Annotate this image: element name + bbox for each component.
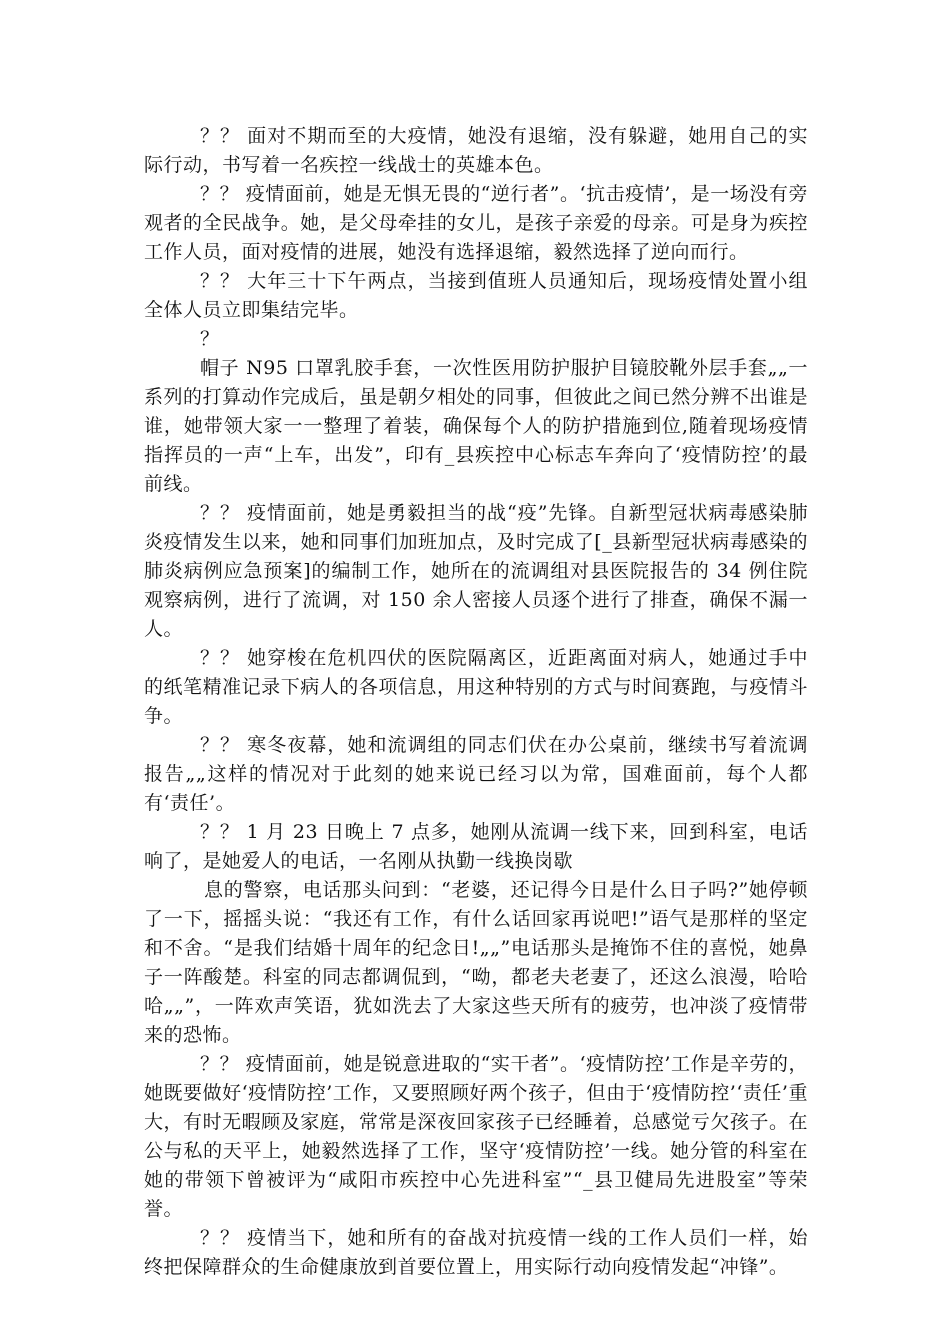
paragraph: ？？ 寒冬夜幕，她和流调组的同志们伏在办公桌前，继续书写着流调报告„„这样的情况对于此刻的她来说已经习以为常，国难面前，每个人都有‘责任’。 [144, 734, 808, 814]
paragraph: ？？ 疫情面前，她是勇毅担当的战“疫”先锋。自新型冠状病毒感染肺炎疫情发生以来，她和同事们加班加点，及时完成了[_县新型冠状病毒感染的肺炎病例应急预案]的编制工作，她所在的流调组对县医院报告的 34 例住院观察病例，进行了流调，对 150 余人密接人员逐个进行了排查，确保不漏一人。 [144, 502, 808, 640]
paragraph: 帽子 N95 口罩乳胶手套，一次性医用防护服护目镜胶靴外层手套„„一系列的打算动作完成后，虽是朝夕相处的同事，但彼此之间已然分辨不出谁是谁，她带领大家一一整理了着装，确保每个人的防护措施到位,随着现场疫情指挥员的一声“上车，出发”，印有_县疾控中心标志车奔向了‘疫情防控’的最前线。 [144, 357, 808, 495]
paragraph: ？？ 疫情面前，她是锐意进取的“实干者”。‘疫情防控’工作是辛劳的，她既要做好‘疫情防控’工作，又要照顾好两个孩子，但由于‘疫情防控’‘责任’重大，有时无暇顾及家庭，常常是深夜回家孩子已经睡着，总感觉亏欠孩子。在公与私的天平上，她毅然选择了工作，坚守‘疫情防控’一线。她分管的科室在她的带领下曾被评为“咸阳市疾控中心先进科室”“_县卫健局先进股室”等荣誉。 [144, 1053, 808, 1220]
paragraph: ？？ 面对不期而至的大疫情，她没有退缩，没有躲避，她用自己的实际行动，书写着一名疾控一线战士的英雄本色。 [144, 125, 808, 176]
paragraph: ？？ 大年三十下午两点，当接到值班人员通知后，现场疫情处置小组全体人员立即集结完毕。 [144, 270, 808, 321]
paragraph: ？？ 她穿梭在危机四伏的医院隔离区，近距离面对病人，她通过手中的纸笔精准记录下病人的各项信息，用这种特别的方式与时间赛跑，与疫情斗争。 [144, 647, 808, 727]
paragraph-continuation: 息的警察，电话那头问到：“老婆，还记得今日是什么日子吗?”她停顿了一下，摇摇头说：“我还有工作，有什么话回家再说吧!”语气是那样的坚定和不舍。“是我们结婚十周年的纪念日!„„”电话那头是掩饰不住的喜悦，她鼻子一阵酸楚。科室的同志都调侃到，“呦，都老夫老妻了，还这么浪漫，哈哈哈„„”，一阵欢声笑语，犹如洗去了大家这些天所有的疲劳，也冲淡了疫情带来的恐怖。 [144, 879, 808, 1046]
paragraph: ？ [200, 328, 220, 350]
paragraph: ？？ 疫情当下，她和所有的奋战对抗疫情一线的工作人员们一样，始终把保障群众的生命健康放到首要位置上，用实际行动向疫情发起“冲锋”。 [144, 1227, 808, 1278]
paragraph: ？？ 1 月 23 日晚上 7 点多，她刚从流调一线下来，回到科室，电话响了，是她爱人的电话，一名刚从执勤一线换岗歇 [144, 821, 808, 872]
article-body [144, 122, 808, 1282]
paragraph: ？？ 疫情面前，她是无惧无畏的“逆行者”。‘抗击疫情’，是一场没有旁观者的全民战争。她，是父母牵挂的女儿，是孩子亲爱的母亲。可是身为疾控工作人员，面对疫情的进展，她没有选择退缩，毅然选择了逆向而行。 [144, 183, 808, 263]
